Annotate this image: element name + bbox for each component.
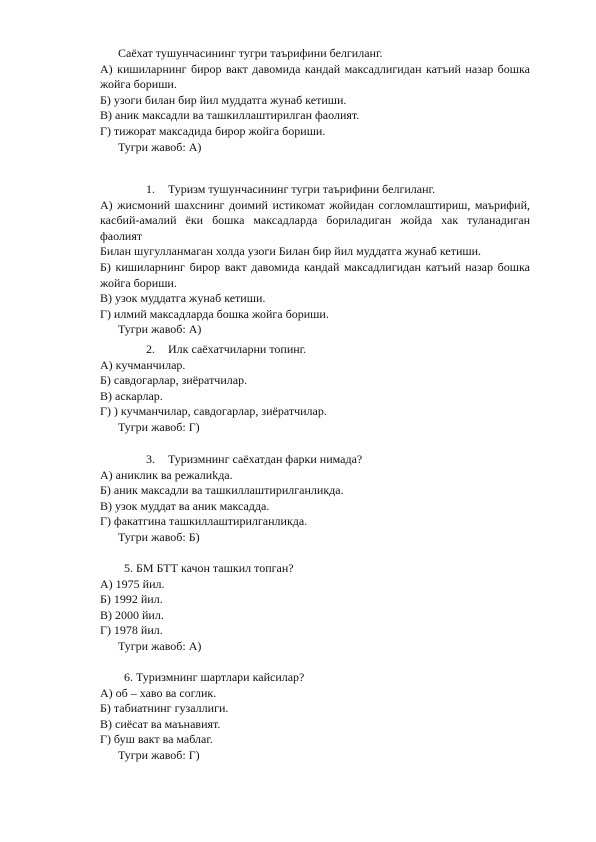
option-line: А) кишиларнинг бирор вакт давомида кандай максадлигидан катъий назар бошка [100,61,530,76]
correct-answer: Тугри жавоб: Б) [118,529,200,544]
option-line: В) аник максадли ва ташкиллаштирилган фаолият. [100,108,360,123]
correct-answer: Тугри жавоб: А) [118,139,202,154]
option-line: А) кучманчилар. [100,357,186,372]
question-number: 3. [146,452,155,466]
correct-answer: Тугри жавоб: Г) [118,747,200,762]
question-block [100,342,530,436]
question-title [100,182,530,198]
option-line: В) узок муддат ва аник максадда. [100,498,270,513]
option-line: В) узок муддатга жунаб кетиши. [100,291,266,306]
option-line: Б) узоги билан бир йил муддатга жунаб кетиши. [100,92,347,107]
question-text: Туризмнинг саёхатдан фарки нимада? [168,452,363,466]
question-text: Илк саёхатчиларни топинг. [168,342,307,356]
option-line: Г) 1978 йил. [100,623,163,638]
correct-answer: Тугри жавоб: А) [118,638,202,653]
option-line: Г) факатгина ташкиллаштирилганликда. [100,514,308,529]
option-line: Г) буш вакт ва маблаг. [100,732,213,747]
option-line: касбий-амалий ёки бошка максадларда бориладиган жойда хак туланадиган фаолият [100,213,530,243]
question-block [100,46,530,155]
question-title: 5. БМ БТТ качон ташкил топган? [124,561,294,575]
question-block [100,561,530,655]
option-line: А) жисмоний шахснинг доимий истикомат жойидан согломлаштириш, маърифий, [100,197,530,212]
option-line: Б) аник максадли ва ташкиллаштирилганликда. [100,483,344,498]
question-title [100,342,530,358]
question-number: 1. [146,182,155,196]
option-line: А) 1975 йил. [100,576,165,591]
option-line: В) 2000 йил. [100,607,164,622]
question-block [100,182,530,338]
correct-answer: Тугри жавоб: А) [118,322,202,337]
option-line: Б) савдогарлар, зиёратчилар. [100,373,248,388]
option-line: Б) 1992 йил. [100,592,163,607]
option-line: А) об – хаво ва соглик. [100,685,217,700]
option-line: Г) ) кучманчилар, савдогарлар, зиёратчилар. [100,404,327,419]
correct-answer: Тугри жавоб: Г) [118,419,200,434]
question-title: 6. Туризмнинг шартлари кайсилар? [124,670,305,684]
option-line: Билан шугулланмаган холда узоги Билан бир йил муддатга жунаб кетиши. [100,244,482,259]
question-title [100,452,530,468]
option-line: Б) табиатнинг гузаллиги. [100,701,229,716]
option-line: В) сиёсат ва маънавият. [100,716,221,731]
option-line: Г) тижорат максадида бирор жойга бориши. [100,123,326,138]
option-line: Г) илмий максадларда бошка жойга бориши. [100,306,329,321]
question-text: Туризм тушунчасининг тугри таърифини белгиланг. [168,182,436,196]
question-title: Саёхат тушунчасининг тугри таърифини белгиланг. [118,46,383,60]
option-line: жойга бориши. [100,77,177,92]
question-block [100,670,530,764]
question-number: 2. [146,342,155,356]
option-line: А) аниклик ва режалиkда. [100,467,233,482]
question-block [100,452,530,546]
option-line: Б) кишиларнинг бирор вакт давомида кандай максадлигидан катъий назар бошка [100,259,530,274]
option-line: жойга бориши. [100,275,177,290]
option-line: В) аскарлар. [100,388,163,403]
